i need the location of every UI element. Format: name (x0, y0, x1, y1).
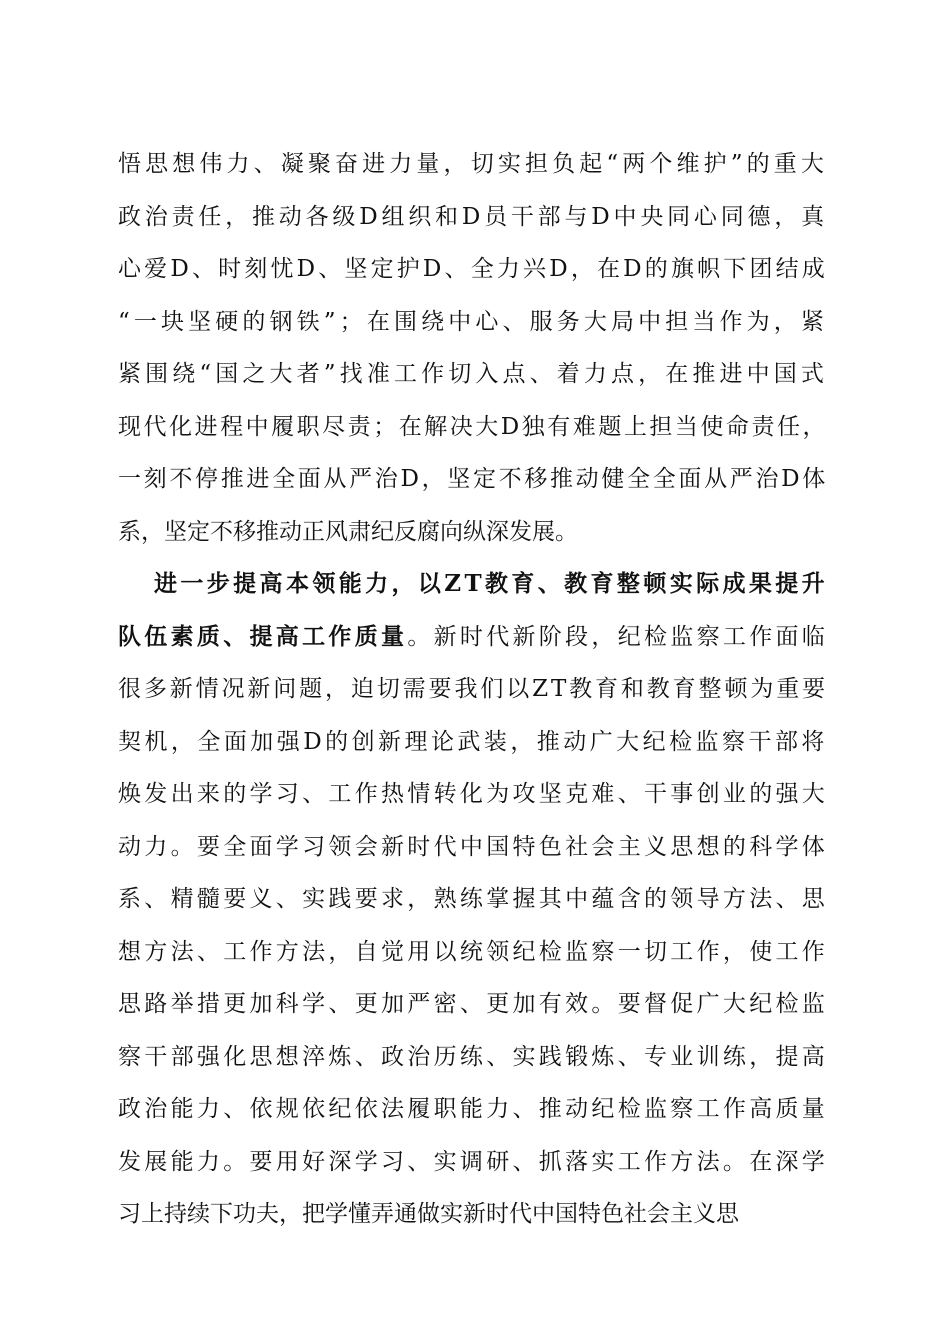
text-run: 紧围绕“国之大者”找准工作切入点、着力点，在推进中国式 (118, 361, 828, 387)
paragraph-1-line-6 (118, 401, 828, 454)
text-run: 发展能力。要用好深学习、实调研、抓落实工作方法。在深学 (118, 1148, 828, 1175)
paragraph-2-line-12 (118, 1136, 828, 1189)
text-run: 系、精髓要义、实践要求，熟练掌握其中蕴含的领导方法、思 (118, 886, 828, 912)
bold-heading-run: 进一步提高本领能力，以ZT教育、教育整顿实际成果提升 (154, 570, 828, 597)
text-run: 习上持续下功夫，把学懂弄通做实新时代中国特色社会主义思 (118, 1201, 739, 1227)
paragraph-1-line-3 (118, 243, 828, 296)
text-run: 察干部强化思想淬炼、政治历练、实践锻炼、专业训练，提高 (118, 1043, 828, 1070)
text-run: 政治责任，推动各级D组织和D员干部与D中央同心同德，真 (118, 203, 828, 230)
document-body (118, 138, 828, 1241)
paragraph-2-line-2 (118, 611, 828, 664)
text-run: 一刻不停推进全面从严治D，坚定不移推动健全全面从严治D体 (118, 466, 828, 492)
text-run: 焕发出来的学习、工作热情转化为攻坚克难、干事创业的强大 (118, 781, 828, 807)
text-run: 契机，全面加强D的创新理论武装，推动广大纪检监察干部将 (118, 728, 828, 755)
paragraph-1-line-2 (118, 191, 828, 244)
text-run: “一块坚硬的钢铁”；在围绕中心、服务大局中担当作为，紧 (118, 308, 828, 335)
text-run: 系，坚定不移推动正风肃纪反腐向纵深发展。 (118, 518, 578, 545)
paragraph-1-line-7 (118, 453, 828, 506)
text-run: 。新时代新阶段，纪检监察工作面临 (407, 623, 828, 650)
paragraph-2-line-10 (118, 1031, 828, 1084)
text-run: 政治能力、依规依纪依法履职能力、推动纪检监察工作高质量 (118, 1096, 828, 1122)
text-run: 心爱D、时刻忧D、坚定护D、全力兴D，在D的旗帜下团结成 (118, 256, 828, 282)
paragraph-2-line-11 (118, 1083, 828, 1136)
paragraph-2-line-9 (118, 978, 828, 1031)
paragraph-2-line-5 (118, 768, 828, 821)
paragraph-2-line-7 (118, 873, 828, 926)
paragraph-2-line-6 (118, 821, 828, 874)
bold-heading-run: 队伍素质、提高工作质量 (118, 622, 408, 650)
paragraph-2-line-1 (118, 558, 828, 611)
paragraph-2-line-4 (118, 716, 828, 769)
paragraph-2-line-3 (118, 663, 828, 716)
paragraph-1-line-8 (118, 506, 828, 559)
paragraph-2-line-8 (118, 926, 828, 979)
text-run: 思路举措更加科学、更加严密、更加有效。要督促广大纪检监 (118, 991, 828, 1017)
paragraph-1-line-4 (118, 296, 828, 349)
paragraph-1-line-1 (118, 138, 828, 191)
text-run: 想方法、工作方法，自觉用以统领纪检监察一切工作，使工作 (118, 938, 828, 965)
text-run: 动力。要全面学习领会新时代中国特色社会主义思想的科学体 (118, 833, 828, 860)
paragraph-2-line-13 (118, 1188, 828, 1241)
text-run: 悟思想伟力、凝聚奋进力量，切实担负起“两个维护”的重大 (118, 151, 828, 177)
text-run: 现代化进程中履职尽责；在解决大D独有难题上担当使命责任， (118, 413, 828, 440)
paragraph-1-line-5 (118, 348, 828, 401)
text-run: 很多新情况新问题，迫切需要我们以ZT教育和教育整顿为重要 (118, 676, 828, 702)
